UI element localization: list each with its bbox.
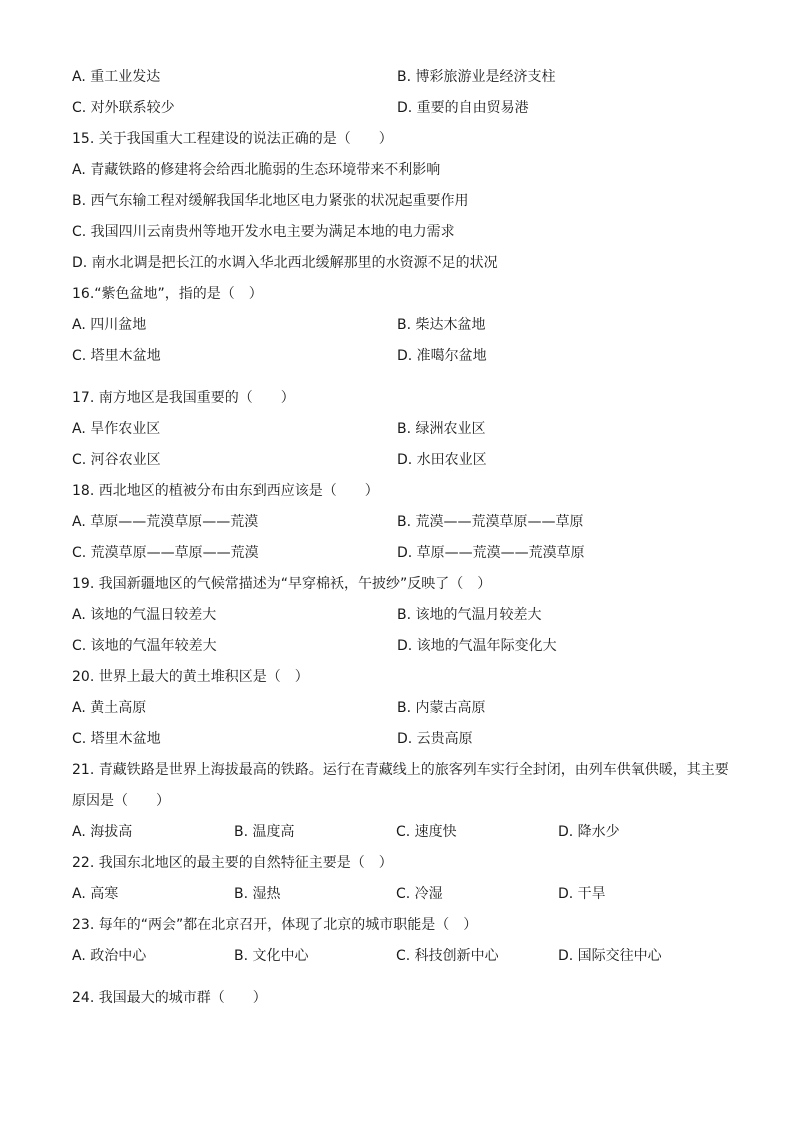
answer-option: D. 草原——荒漠——荒漠草原	[397, 545, 585, 561]
question-stem: 22. 我国东北地区的最主要的自然特征主要是（ ）	[72, 855, 393, 871]
answer-option: D. 水田农业区	[397, 452, 487, 468]
question-stem: 17. 南方地区是我国重要的（ ）	[72, 390, 295, 406]
question-stem: 21. 青藏铁路是世界上海拔最高的铁路。运行在青藏线上的旅客列车实行全封闭，由列车供氧供暖，其主要原因是（ ）	[72, 762, 729, 809]
answer-options	[72, 310, 734, 372]
answer-option: B. 西气东输工程对缓解我国华北地区电力紧张的状况起重要作用	[72, 193, 469, 209]
answer-options	[72, 507, 734, 569]
answer-options	[72, 879, 734, 910]
answer-option: B. 内蒙古高原	[397, 700, 486, 716]
answer-option: C. 科技创新中心	[396, 948, 499, 964]
answer-option: D. 重要的自由贸易港	[397, 100, 529, 116]
answer-option: C. 塔里木盆地	[72, 348, 161, 364]
answer-option: C. 该地的气温年较差大	[72, 638, 217, 654]
answer-options	[72, 414, 734, 476]
answer-option: D. 干旱	[558, 886, 606, 902]
answer-options	[72, 941, 734, 972]
answer-option: B. 该地的气温月较差大	[397, 607, 542, 623]
question-stem: 23. 每年的“两会”都在北京召开，体现了北京的城市职能是（ ）	[72, 917, 478, 933]
question-stem: 18. 西北地区的植被分布由东到西应该是（ ）	[72, 483, 379, 499]
spacer	[72, 972, 734, 983]
answer-option: D. 国际交往中心	[558, 948, 662, 964]
question-stem: 19. 我国新疆地区的气候常描述为“早穿棉袄，午披纱”反映了（ ）	[72, 576, 492, 592]
answer-option: B. 绿洲农业区	[397, 421, 486, 437]
answer-option: A. 青藏铁路的修建将会给西北脆弱的生态环境带来不利影响	[72, 162, 441, 178]
answer-option: A. 重工业发达	[72, 69, 161, 85]
answer-option: A. 该地的气温日较差大	[72, 607, 217, 623]
answer-option: C. 速度快	[396, 824, 457, 840]
answer-option: A. 高寒	[72, 886, 119, 902]
answer-option: C. 我国四川云南贵州等地开发水电主要为满足本地的电力需求	[72, 224, 455, 240]
answer-option: B. 博彩旅游业是经济支柱	[397, 69, 556, 85]
answer-option: C. 冷湿	[396, 886, 443, 902]
answer-option: D. 云贵高原	[397, 731, 473, 747]
answer-option: B. 荒漠——荒漠草原——草原	[397, 514, 584, 530]
answer-options	[72, 62, 734, 124]
answer-option: D. 南水北调是把长江的水调入华北西北缓解那里的水资源不足的状况	[72, 255, 498, 271]
answer-option: C. 荒漠草原——草原——荒漠	[72, 545, 259, 561]
answer-option: B. 文化中心	[234, 948, 309, 964]
answer-option: B. 柴达木盆地	[397, 317, 486, 333]
answer-option: C. 河谷农业区	[72, 452, 161, 468]
question-stem: 20. 世界上最大的黄土堆积区是（ ）	[72, 669, 309, 685]
answer-option: D. 该地的气温年际变化大	[397, 638, 557, 654]
answer-options	[72, 600, 734, 662]
answer-option: A. 政治中心	[72, 948, 147, 964]
answer-option: A. 四川盆地	[72, 317, 147, 333]
answer-option: C. 对外联系较少	[72, 100, 175, 116]
answer-options	[72, 817, 734, 848]
question-stem: 24. 我国最大的城市群（ ）	[72, 990, 267, 1006]
spacer	[72, 372, 734, 383]
question-stem: 16.“紫色盆地”，指的是（ ）	[72, 286, 263, 302]
answer-options	[72, 693, 734, 755]
answer-option: A. 黄土高原	[72, 700, 147, 716]
answer-option: A. 草原——荒漠草原——荒漠	[72, 514, 259, 530]
answer-option: A. 旱作农业区	[72, 421, 161, 437]
answer-option: B. 温度高	[234, 824, 295, 840]
answer-option: A. 海拔高	[72, 824, 133, 840]
question-stem: 15. 关于我国重大工程建设的说法正确的是（ ）	[72, 131, 393, 147]
answer-option: D. 降水少	[558, 824, 620, 840]
answer-option: C. 塔里木盆地	[72, 731, 161, 747]
answer-option: D. 准噶尔盆地	[397, 348, 487, 364]
answer-option: B. 湿热	[234, 886, 281, 902]
